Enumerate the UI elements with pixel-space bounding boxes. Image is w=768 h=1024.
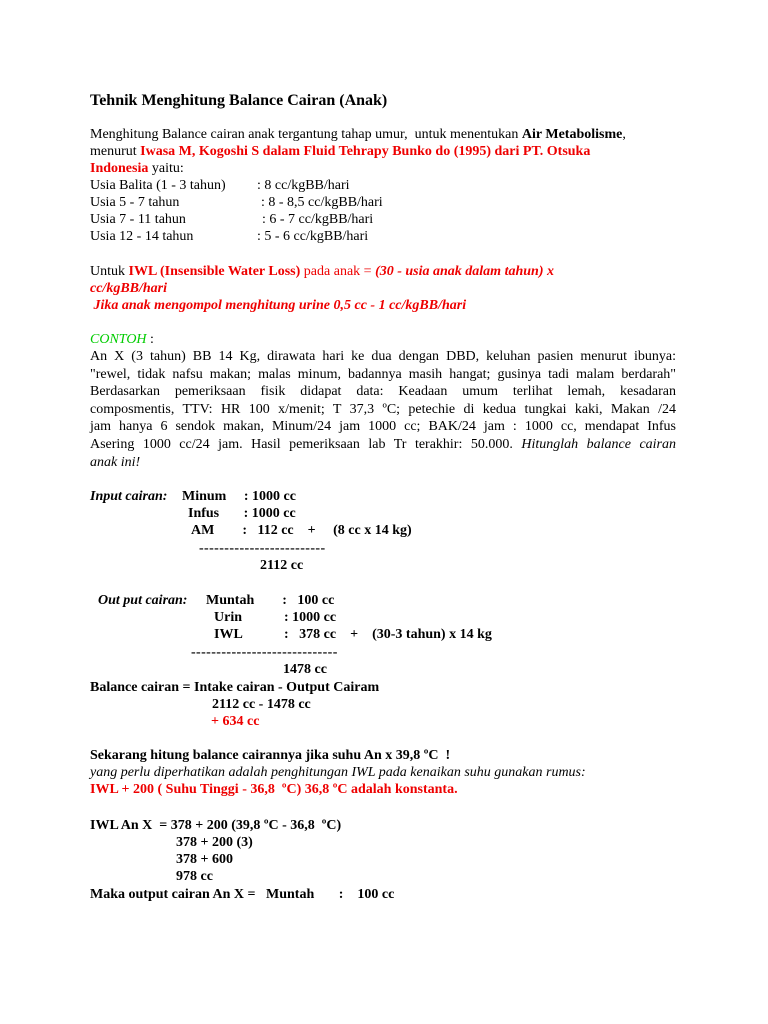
balance-formula: Balance cairan = Intake cairan - Output Cairam [90,680,380,695]
age-row-value: : 6 - 7 cc/kgBB/hari [262,212,374,227]
output-urin: Urin : 1000 cc [214,610,337,625]
iwl-urine-note: Jika anak mengompol menghitung urine 0,5 cc - 1 cc/kgBB/hari [90,298,467,313]
iwl-formula-unit: cc/kgBB/hari [90,281,168,296]
age-row-value: : 5 - 6 cc/kgBB/hari [257,229,369,244]
iwl-calc-line: IWL An X = 378 + 200 (39,8 ºC - 36,8 ºC) [90,818,342,833]
balance-calc: 2112 cc - 1478 cc [212,697,311,712]
iwl-calc-result: 978 cc [176,869,213,884]
input-infus: Infus : 1000 cc [188,506,296,521]
age-row-label: Usia 5 - 7 tahun [90,195,180,210]
case-line: "rewel, tidak nafsu makan; malas minum, badannya masih hangat; gusinya tadi malam berdarah" [90,366,676,382]
case-line: An X (3 tahun) BB 14 Kg, dirawata hari ke dua dengan DBD, keluhan pasien menurut ibunya: [90,349,676,364]
output-summary: Maka output cairan An X = Muntah : 100 cc [90,887,395,902]
age-row-label: Usia Balita (1 - 3 tahun) [90,178,226,193]
iwl-line-1 [90,263,554,280]
output-iwl: IWL : 378 cc + (30-3 tahun) x 14 kg [214,627,492,642]
input-label: Input cairan: [90,489,168,504]
intro-line-2 [90,143,590,160]
input-minum: Minum : 1000 cc [182,489,296,504]
intro-text: Menghitung Balance cairan anak tergantung tahap umur, untuk menentukan [90,127,522,142]
output-total: 1478 cc [283,662,327,677]
intro-comma: , [622,127,626,142]
age-row-value: : 8 cc/kgBB/hari [257,178,350,193]
fever-formula: IWL + 200 ( Suhu Tinggi - 36,8 ºC) 36,8 ºC adalah konstanta. [90,782,458,797]
case-text: Asering 1000 cc/24 jam. Hasil pemeriksaan lab Tr terakhir: 50.000. [90,436,522,452]
fever-question: Sekarang hitung balance cairannya jika suhu An x 39,8 ºC ! [90,748,451,763]
age-row-value: : 8 - 8,5 cc/kgBB/hari [261,195,383,210]
case-question: Hitunglah balance cairan [521,436,676,452]
fever-note: yang perlu diperhatikan adalah penghitungan IWL pada kenaikan suhu gunakan rumus: [90,765,586,780]
page-title: Tehnik Menghitung Balance Cairan (Anak) [90,92,388,109]
case-paragraph [90,348,676,471]
contoh-heading [90,331,154,348]
case-line: Berdasarkan pemeriksaan fisik didapat data: Keadaan umum terlihat lemah, kesadaran [90,384,676,400]
output-divider: ----------------------------- [191,645,338,660]
input-am: AM : 112 cc + (8 cc x 14 kg) [191,523,412,538]
balance-result: + 634 cc [211,714,260,729]
iwl-text: Untuk [90,264,129,279]
source-reference-end: Indonesia [90,161,149,176]
case-question-end: anak ini! [90,454,141,470]
case-line: composmentis, TTV: HR 100 x/menit; T 37,3 ºC; petechie di kedua tungkai kaki, Makan /24 [90,401,676,417]
iwl-text: pada anak = [300,264,376,279]
input-divider: ------------------------- [199,541,326,556]
intro-text: menurut [90,144,141,159]
age-row-label: Usia 12 - 14 tahun [90,229,194,244]
intro-line-3 [90,160,184,177]
iwl-term: IWL (Insensible Water Loss) [128,264,301,279]
intro-line-1 [90,126,626,143]
output-label: Out put cairan: [98,593,188,608]
iwl-formula: (30 - usia anak dalam tahun) x [375,264,554,279]
case-line-with-question [90,436,676,454]
source-reference: Iwasa M, Kogoshi S dalam Fluid Tehrapy Bunko do (1995) dari PT. Otsuka [140,144,591,159]
iwl-calc-line: 378 + 200 (3) [176,835,253,850]
output-muntah: Muntah : 100 cc [206,593,335,608]
air-metabolisme-term: Air Metabolisme [521,127,623,142]
case-line: jam hanya 6 sendok makan, Minum/24 jam 1000 cc; BAK/24 jam : 1000 cc, mendapat Infus [90,419,676,435]
iwl-calc-line: 378 + 600 [176,852,233,867]
input-total: 2112 cc [260,558,304,573]
contoh-label: CONTOH [90,332,147,347]
age-row-label: Usia 7 - 11 tahun [90,212,186,227]
contoh-colon: : [146,332,154,347]
intro-text: yaitu: [148,161,184,176]
